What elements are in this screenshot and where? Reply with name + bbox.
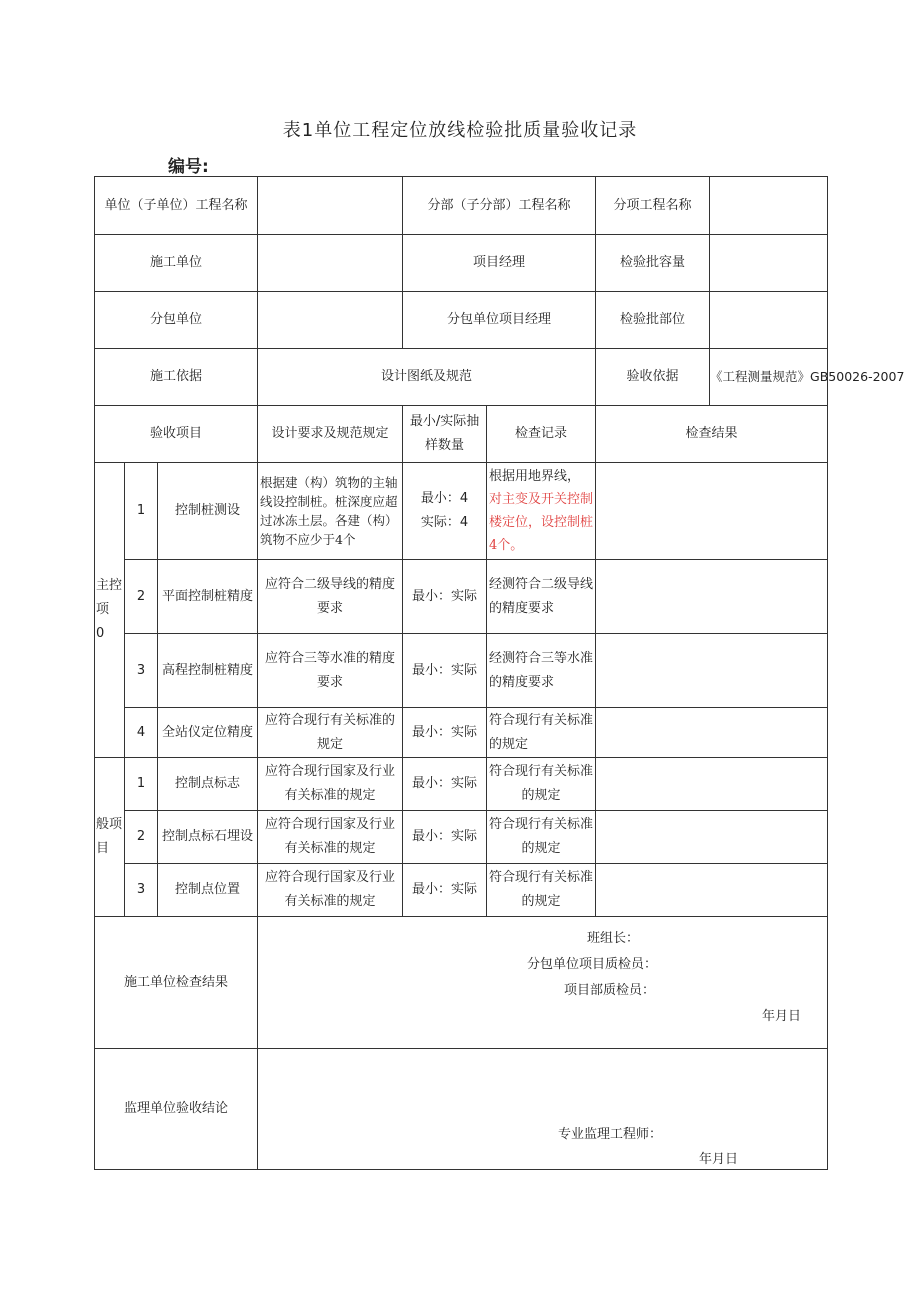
construction-check-label: 施工单位检查结果 (95, 917, 258, 1049)
construction-check-date: 年月日 (762, 1009, 802, 1024)
item-name: 全站仪定位精度 (158, 708, 258, 758)
construction-unit-label: 施工单位 (95, 235, 258, 292)
general-group-label-a: 般项 (96, 817, 123, 832)
item-name: 控制桩测设 (158, 463, 258, 560)
construction-unit-value[interactable] (258, 235, 403, 292)
col-design: 设计要求及规范规定 (258, 406, 403, 463)
construction-basis-value: 设计图纸及规范 (258, 349, 596, 406)
col-item: 验收项目 (95, 406, 258, 463)
check-result[interactable] (596, 560, 828, 634)
check-result[interactable] (596, 758, 828, 811)
item-project-name-label: 分项工程名称 (596, 177, 710, 235)
item-number: 2 (125, 560, 158, 634)
item-name: 控制点标石埋设 (158, 811, 258, 864)
col-sample: 最小/实际抽样数量 (403, 406, 487, 463)
item-name: 高程控制桩精度 (158, 634, 258, 708)
check-record: 经测符合二级导线的精度要求 (487, 560, 596, 634)
supervision-row (95, 1049, 828, 1170)
general-item-row (95, 864, 828, 917)
subcontract-pm-label: 分包单位项目经理 (403, 292, 596, 349)
team-leader-label: 班组长： (587, 931, 640, 946)
check-result[interactable] (596, 708, 828, 758)
sample-count: 最小：实际 (403, 811, 487, 864)
sample-count: 最小：实际 (403, 634, 487, 708)
batch-capacity-value[interactable] (710, 235, 828, 292)
main-item-row (95, 708, 828, 758)
check-result[interactable] (596, 864, 828, 917)
item-number: 3 (125, 634, 158, 708)
sample-count: 最小：实际 (403, 560, 487, 634)
header-row-3 (95, 292, 828, 349)
design-requirement: 应符合三等水准的精度要求 (258, 634, 403, 708)
sub-qc-label: 分包单位项目质检员： (527, 957, 658, 972)
page-title: 表1单位工程定位放线检验批质量验收记录 (282, 120, 638, 141)
subcontract-unit-label: 分包单位 (95, 292, 258, 349)
design-requirement: 应符合现行国家及行业有关标准的规定 (258, 758, 403, 811)
item-project-name-value[interactable] (710, 177, 828, 235)
main-item-row (95, 634, 828, 708)
header-row-2 (95, 235, 828, 292)
supervision-date: 年月日 (699, 1152, 739, 1167)
project-qc-label: 项目部质检员： (564, 983, 656, 998)
header-row-4 (95, 349, 828, 406)
batch-location-value[interactable] (710, 292, 828, 349)
sample-count: 最小：实际 (403, 758, 487, 811)
item-number: 3 (125, 864, 158, 917)
engineer-label: 专业监理工程师： (558, 1127, 663, 1142)
unit-project-name-label: 单位（子单位）工程名称 (95, 177, 258, 235)
check-record: 符合现行有关标准的规定 (487, 758, 596, 811)
check-record-highlight: 对主变及开关控制楼定位，设控制桩4个。 (489, 492, 594, 553)
general-item-row (95, 811, 828, 864)
code-label: 编号: (168, 157, 209, 177)
construction-check-signatures (258, 917, 828, 1049)
check-record: 经测符合三等水准的精度要求 (487, 634, 596, 708)
check-result[interactable] (596, 811, 828, 864)
acceptance-basis-value: 《工程测量规范》GB50026-2007 (710, 349, 828, 406)
item-number: 4 (125, 708, 158, 758)
check-record: 符合现行有关标准的规定 (487, 708, 596, 758)
sample-count: 最小：实际 (403, 864, 487, 917)
item-name: 平面控制桩精度 (158, 560, 258, 634)
project-manager-label: 项目经理 (403, 235, 596, 292)
design-requirement: 应符合现行国家及行业有关标准的规定 (258, 864, 403, 917)
batch-location-label: 检验批部位 (596, 292, 710, 349)
acceptance-basis-label: 验收依据 (596, 349, 710, 406)
sample-actual: 实际：4 (420, 515, 469, 530)
check-record: 符合现行有关标准的规定 (487, 811, 596, 864)
construction-basis-label: 施工依据 (95, 349, 258, 406)
design-requirement: 应符合二级导线的精度要求 (258, 560, 403, 634)
main-control-group (95, 463, 125, 758)
main-group-label-b: 项 (96, 602, 110, 617)
check-result[interactable] (596, 463, 828, 560)
batch-capacity-label: 检验批容量 (596, 235, 710, 292)
header-row-1 (95, 177, 828, 235)
item-number: 2 (125, 811, 158, 864)
supervision-label: 监理单位验收结论 (95, 1049, 258, 1170)
supervision-signatures (258, 1049, 828, 1170)
design-requirement: 根据建（构）筑物的主轴线设控制桩。桩深度应超过冰冻土层。各建（构）筑物不应少于4个 (258, 463, 403, 560)
inspection-table (94, 176, 905, 1170)
sub-project-name-label: 分部（子分部）工程名称 (403, 177, 596, 235)
item-number: 1 (125, 758, 158, 811)
main-item-row (95, 560, 828, 634)
item-name: 控制点标志 (158, 758, 258, 811)
main-item-row (95, 463, 828, 560)
item-name: 控制点位置 (158, 864, 258, 917)
unit-project-name-value[interactable] (258, 177, 403, 235)
main-group-label-a: 主控 (96, 578, 123, 593)
sample-min: 最小：4 (420, 491, 469, 506)
design-requirement: 应符合现行国家及行业有关标准的规定 (258, 811, 403, 864)
item-number: 1 (125, 463, 158, 560)
check-result[interactable] (596, 634, 828, 708)
construction-check-row (95, 917, 828, 1049)
sample-count: 最小：实际 (403, 708, 487, 758)
sample-count (403, 463, 487, 560)
col-record: 检查记录 (487, 406, 596, 463)
general-item-row (95, 758, 828, 811)
check-record (487, 463, 596, 560)
main-group-label-c: 0 (96, 626, 105, 641)
design-requirement: 应符合现行有关标准的规定 (258, 708, 403, 758)
subcontract-unit-value[interactable] (258, 292, 403, 349)
column-header-row (95, 406, 828, 463)
col-result: 检查结果 (596, 406, 828, 463)
check-record-line: 根据用地界线， (489, 469, 581, 484)
general-group-label-b: 目 (96, 841, 110, 856)
check-record: 符合现行有关标准的规定 (487, 864, 596, 917)
general-group (95, 758, 125, 917)
